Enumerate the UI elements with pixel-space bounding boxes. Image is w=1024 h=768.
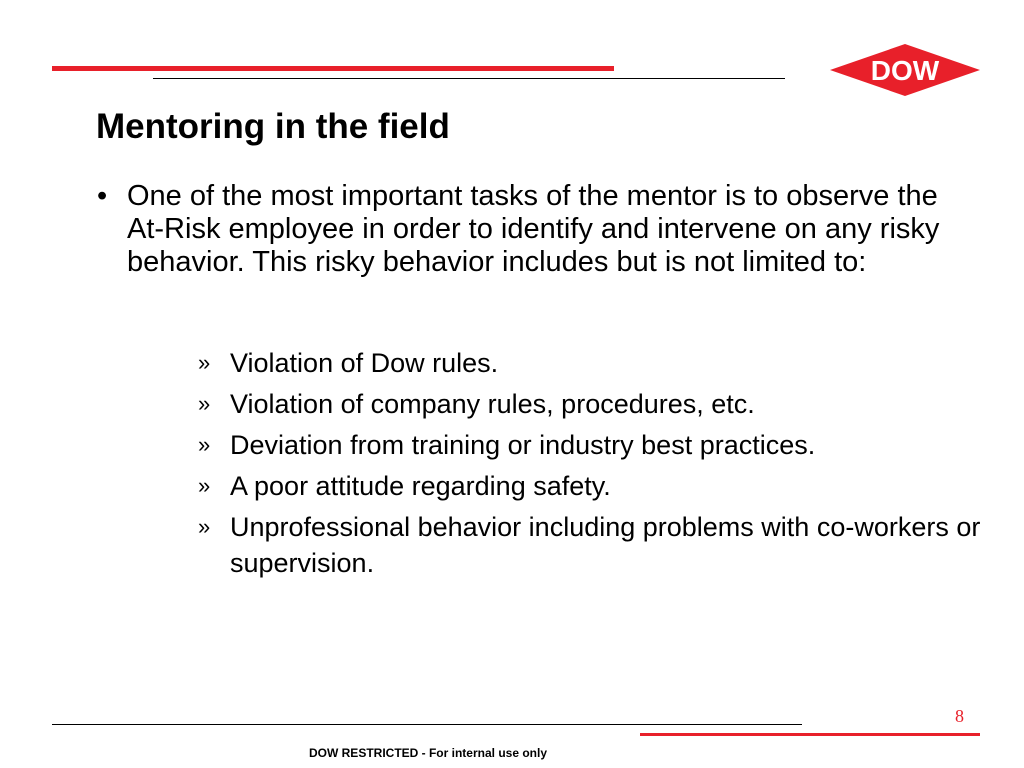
- sub-bullet-text: Deviation from training or industry best practices.: [230, 430, 816, 460]
- sub-bullet-item: [198, 509, 988, 581]
- chevron-bullet-icon: »: [198, 391, 211, 416]
- sub-bullet-text: Unprofessional behavior including problems with co-workers or supervision.: [230, 512, 981, 578]
- sub-bullet-item: [198, 427, 838, 463]
- bullet-dot-icon: •: [97, 180, 108, 212]
- sub-bullet-item: [198, 468, 988, 504]
- chevron-bullet-icon: »: [198, 432, 211, 457]
- chevron-bullet-icon: »: [198, 473, 211, 498]
- slide-title: Mentoring in the field: [96, 107, 450, 146]
- page-number: 8: [955, 706, 964, 726]
- chevron-bullet-icon: »: [198, 514, 211, 539]
- footer-accent-rule: [640, 733, 980, 736]
- sub-bullet-text: Violation of Dow rules.: [230, 348, 499, 378]
- header-accent-rule: [52, 66, 614, 71]
- main-bullet-text: One of the most important tasks of the mentor is to observe the At-Risk employee in order to identify and intervene on any risky behavior. This risky behavior includes but is not limited to:: [127, 180, 940, 278]
- sub-bullet-item: [198, 345, 988, 381]
- sub-bullet-text: Violation of company rules, procedures, etc.: [230, 389, 755, 419]
- header-divider: [153, 78, 785, 79]
- main-bullet: [97, 180, 977, 279]
- footer-classification: DOW RESTRICTED - For internal use only: [308, 746, 547, 760]
- sub-bullet-list: [198, 345, 988, 586]
- sub-bullet-text: A poor attitude regarding safety.: [230, 471, 611, 501]
- footer-divider: [52, 724, 802, 725]
- dow-logo: [828, 42, 982, 98]
- chevron-bullet-icon: »: [198, 350, 211, 375]
- logo-text: DOW: [870, 55, 940, 86]
- sub-bullet-item: [198, 386, 988, 422]
